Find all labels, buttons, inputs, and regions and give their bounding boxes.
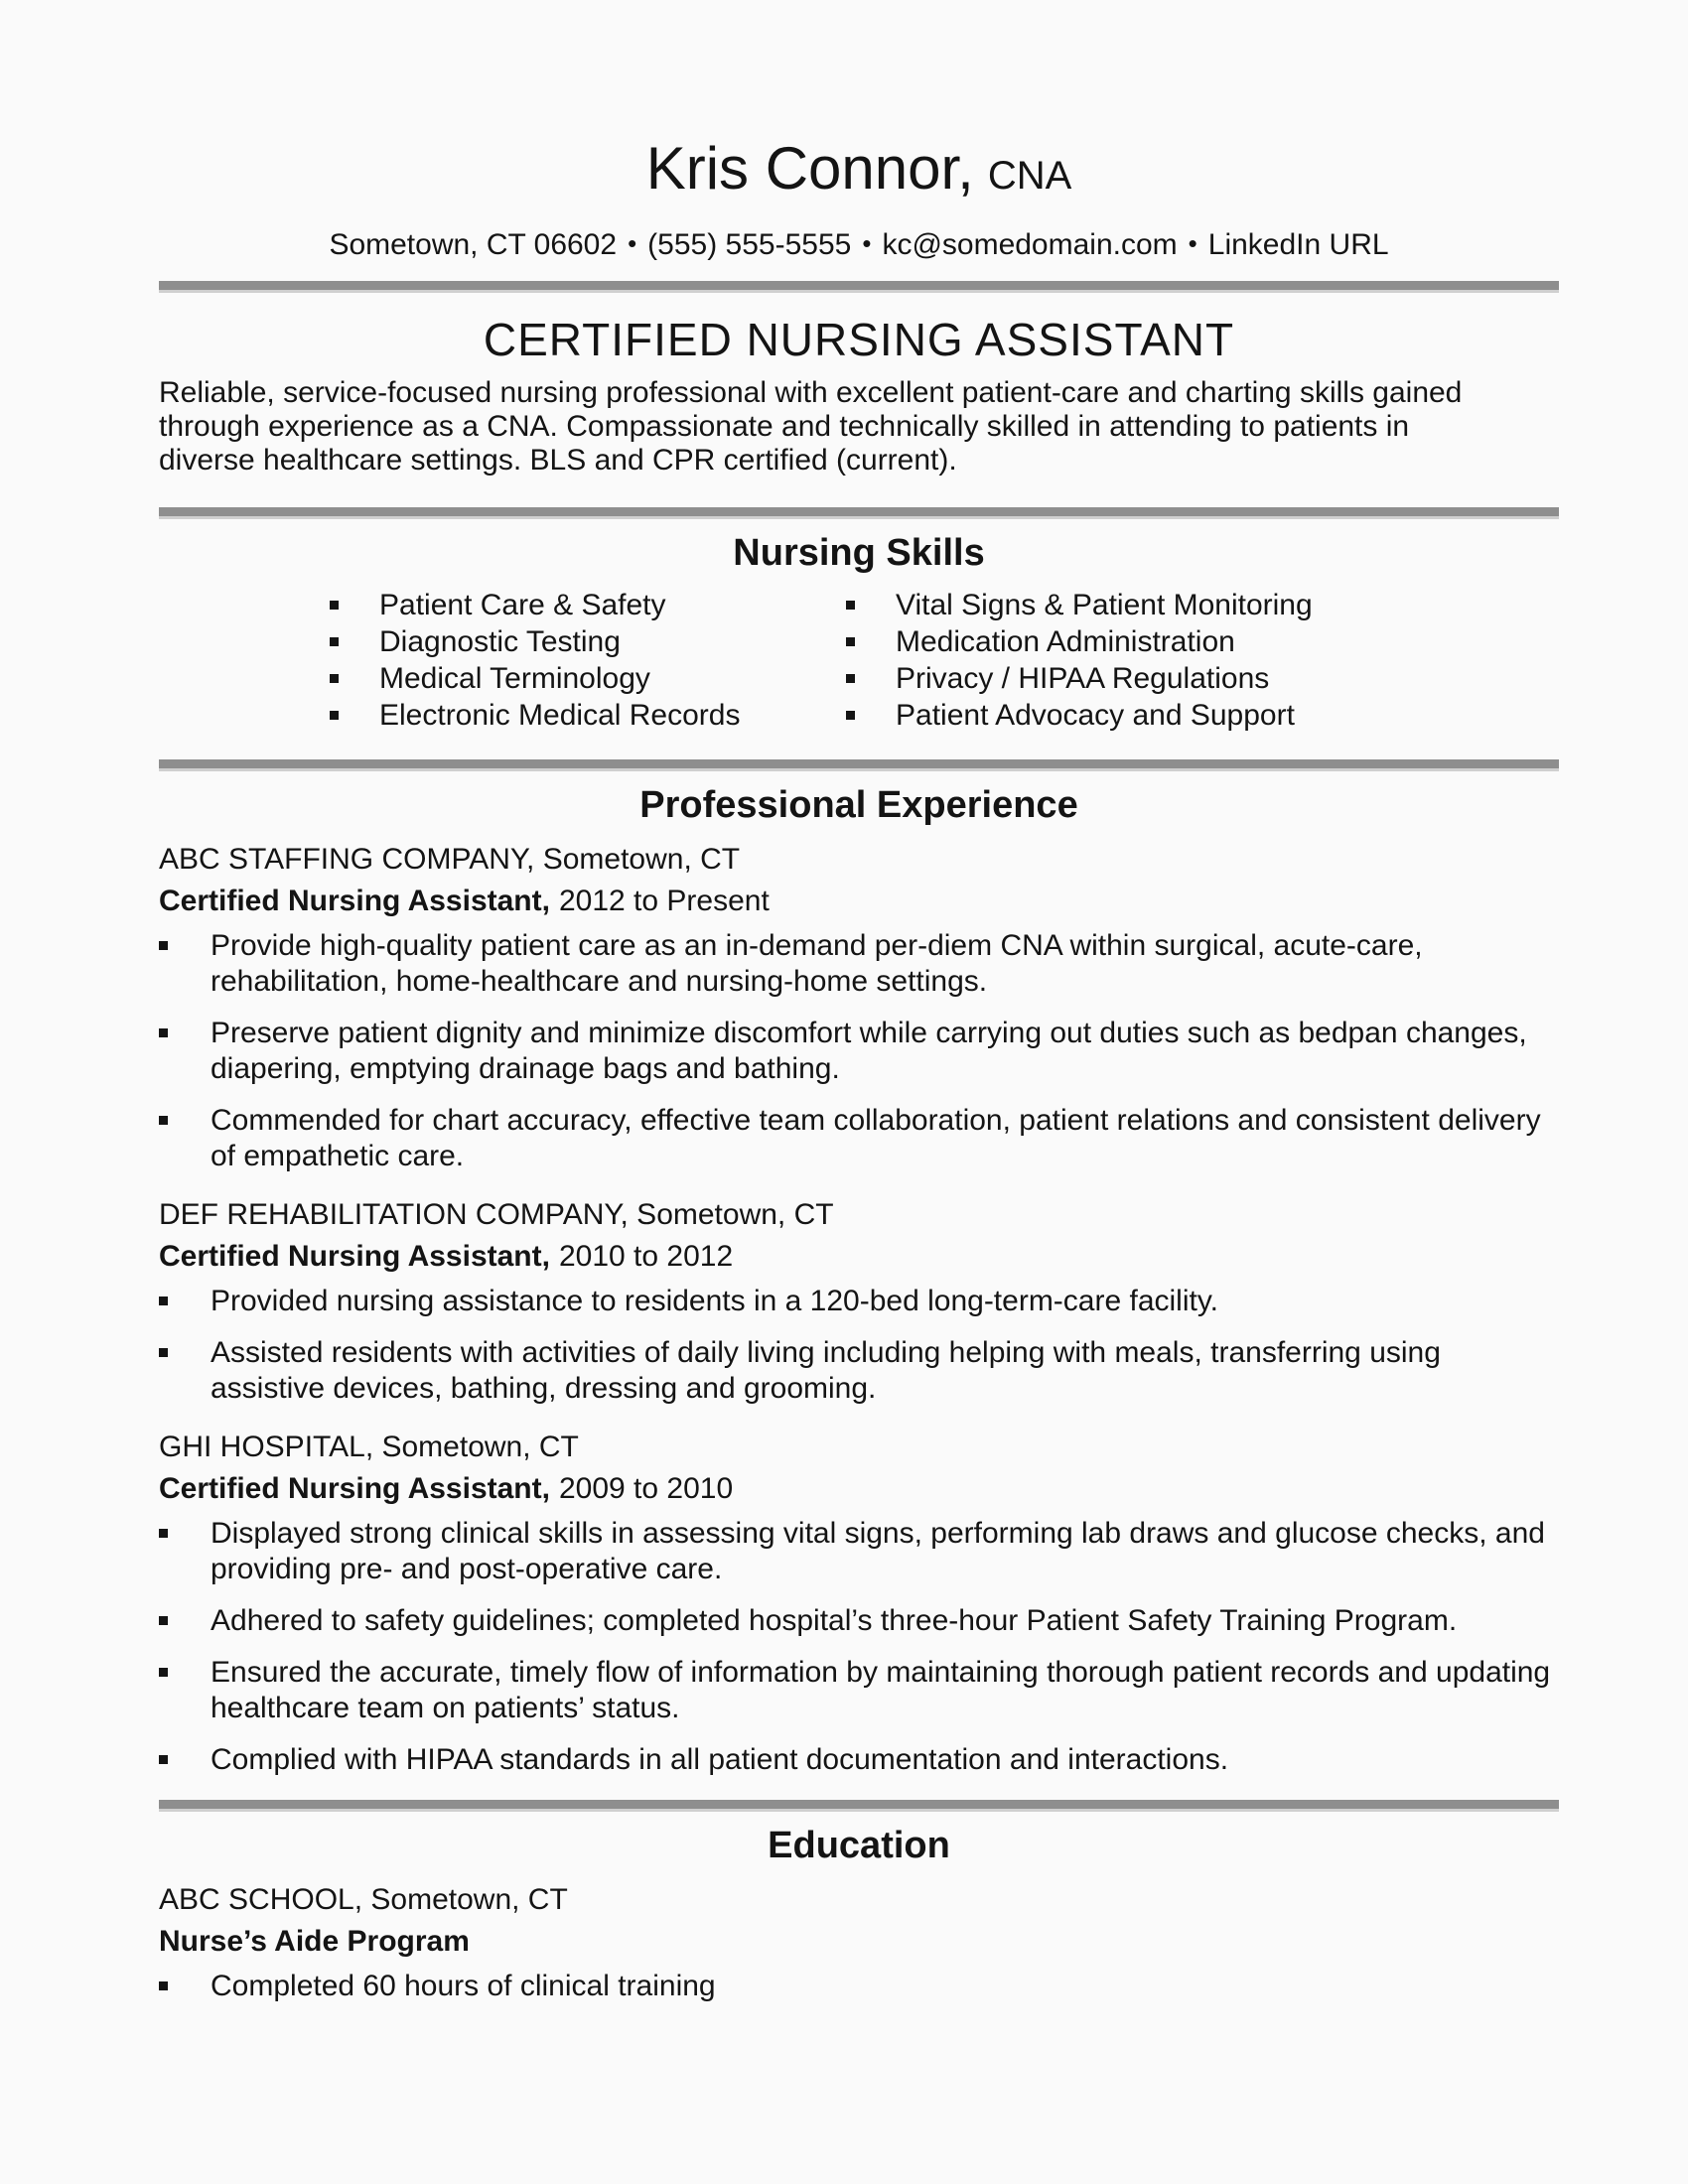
experience-bullet xyxy=(159,1655,1559,1726)
bullet-square-icon xyxy=(159,1742,211,1764)
role-dates: 2009 to 2010 xyxy=(558,1472,734,1505)
experience-bullet xyxy=(159,1103,1559,1174)
role-dates: 2012 to Present xyxy=(558,885,770,917)
bullet-text: Provided nursing assistance to residents in a 120-bed long-term-care facility. xyxy=(211,1285,1218,1317)
bullet-text: Commended for chart accuracy, effective team collaboration, patient relations and consistent delivery of empathetic care. xyxy=(211,1104,1541,1172)
company-line: ABC STAFFING COMPANY, Sometown, CT xyxy=(159,843,741,876)
experience-bullet xyxy=(159,1742,1559,1778)
skills-columns xyxy=(159,587,1559,734)
skills-column-2 xyxy=(846,587,1313,734)
section-divider xyxy=(159,1800,1559,1812)
contact-email: kc@somedomain.com xyxy=(882,228,1178,261)
bullet-square-icon xyxy=(330,587,379,610)
education-program: Nurse’s Aide Program xyxy=(159,1925,470,1958)
experience-bullet xyxy=(159,1603,1559,1639)
bullet-text: Preserve patient dignity and minimize discomfort while carrying out duties such as bedpan changes, diapering, emptying drainage bags and bathing. xyxy=(211,1017,1527,1085)
skill-label: Medical Terminology xyxy=(379,662,650,695)
experience-bullet xyxy=(159,1284,1559,1319)
bullet-list xyxy=(159,928,1559,1174)
bullet-text: Displayed strong clinical skills in assessing vital signs, performing lab draws and glucose checks, and providing pre- and post-operative care. xyxy=(211,1517,1545,1585)
skill-label: Patient Care & Safety xyxy=(379,589,666,621)
experience-bullet xyxy=(159,1016,1559,1087)
experience-entry xyxy=(159,1429,1559,1778)
bullet-square-icon xyxy=(159,1103,211,1125)
skill-item xyxy=(330,623,846,660)
role-dates: 2010 to 2012 xyxy=(558,1240,734,1273)
bullet-square-icon xyxy=(330,697,379,720)
contact-separator: • xyxy=(862,228,872,258)
contact-location: Sometown, CT 06602 xyxy=(329,228,618,261)
contact-line xyxy=(159,225,1559,263)
experience-entry xyxy=(159,841,1559,1174)
bullet-square-icon xyxy=(159,928,211,950)
bullet-square-icon xyxy=(846,697,896,720)
skill-label: Electronic Medical Records xyxy=(379,699,741,732)
skill-label: Privacy / HIPAA Regulations xyxy=(896,662,1270,695)
bullet-square-icon xyxy=(159,1603,211,1625)
section-divider xyxy=(159,759,1559,771)
role-title: Certified Nursing Assistant, xyxy=(159,1472,550,1505)
skill-label: Medication Administration xyxy=(896,625,1235,658)
contact-linkedin: LinkedIn URL xyxy=(1207,228,1389,261)
bullet-text: Assisted residents with activities of daily living including helping with meals, transferring using assistive devices, bathing, dressing and grooming. xyxy=(211,1336,1441,1405)
section-divider xyxy=(159,281,1559,293)
resume-header xyxy=(159,0,1559,263)
bullet-square-icon xyxy=(159,1016,211,1037)
bullet-square-icon xyxy=(159,1655,211,1677)
skill-item xyxy=(846,623,1313,660)
role-line xyxy=(159,1470,1559,1508)
experience-bullet xyxy=(159,1516,1559,1587)
role-line xyxy=(159,883,1559,920)
experience-bullet xyxy=(159,1335,1559,1407)
bullet-text: Completed 60 hours of clinical training xyxy=(211,1970,716,2002)
bullet-square-icon xyxy=(159,1969,211,1990)
bullet-square-icon xyxy=(846,623,896,646)
bullet-square-icon xyxy=(159,1284,211,1305)
candidate-name: Kris Connor, xyxy=(645,135,974,202)
bullet-square-icon xyxy=(330,660,379,683)
role-title: Certified Nursing Assistant, xyxy=(159,1240,550,1273)
skill-item xyxy=(846,660,1313,697)
candidate-credential: CNA xyxy=(987,154,1072,198)
education-bullet xyxy=(159,1969,1559,2004)
bullet-text: Complied with HIPAA standards in all patient documentation and interactions. xyxy=(211,1743,1229,1776)
skill-label: Vital Signs & Patient Monitoring xyxy=(896,589,1313,621)
bullet-list xyxy=(159,1516,1559,1778)
name-line xyxy=(159,133,1559,211)
bullet-text: Adhered to safety guidelines; completed hospital’s three-hour Patient Safety Training Program. xyxy=(211,1604,1458,1637)
bullet-text: Ensured the accurate, timely flow of information by maintaining thorough patient records and updating healthcare team on patients’ status. xyxy=(211,1656,1551,1724)
skill-item xyxy=(846,697,1313,734)
skill-item xyxy=(330,660,846,697)
contact-separator: • xyxy=(1188,228,1197,258)
education-heading: Education xyxy=(768,1825,950,1866)
skill-item xyxy=(330,587,846,623)
company-line: GHI HOSPITAL, Sometown, CT xyxy=(159,1431,579,1463)
bullet-square-icon xyxy=(159,1335,211,1357)
experience-heading: Professional Experience xyxy=(639,784,1078,826)
skill-item xyxy=(330,697,846,734)
bullet-square-icon xyxy=(846,660,896,683)
bullet-square-icon xyxy=(330,623,379,646)
experience-bullet xyxy=(159,928,1559,1000)
bullet-list xyxy=(159,1969,1559,2004)
contact-phone: (555) 555-5555 xyxy=(647,228,852,261)
role-title: Certified Nursing Assistant, xyxy=(159,885,550,917)
skills-heading: Nursing Skills xyxy=(733,532,985,574)
bullet-text: Provide high-quality patient care as an in-demand per-diem CNA within surgical, acute-care, rehabilitation, home-healthcare and nursing-home settings. xyxy=(211,929,1423,998)
section-divider xyxy=(159,507,1559,519)
education-school: ABC SCHOOL, Sometown, CT xyxy=(159,1883,568,1916)
role-line xyxy=(159,1238,1559,1276)
resume-title: CERTIFIED NURSING ASSISTANT xyxy=(483,314,1235,365)
skill-item xyxy=(846,587,1313,623)
summary-paragraph: Reliable, service-focused nursing professional with excellent patient-care and charting skills gained through experience as a CNA. Compassionate and technically skilled in attending to patients in diverse healthcare settings. BLS and CPR certified (current). xyxy=(159,376,1463,477)
skill-label: Patient Advocacy and Support xyxy=(896,699,1295,732)
contact-separator: • xyxy=(628,228,637,258)
bullet-list xyxy=(159,1284,1559,1407)
company-line: DEF REHABILITATION COMPANY, Sometown, CT xyxy=(159,1198,834,1231)
bullet-square-icon xyxy=(846,587,896,610)
bullet-square-icon xyxy=(159,1516,211,1538)
skill-label: Diagnostic Testing xyxy=(379,625,621,658)
skills-column-1 xyxy=(330,587,846,734)
experience-entry xyxy=(159,1196,1559,1407)
